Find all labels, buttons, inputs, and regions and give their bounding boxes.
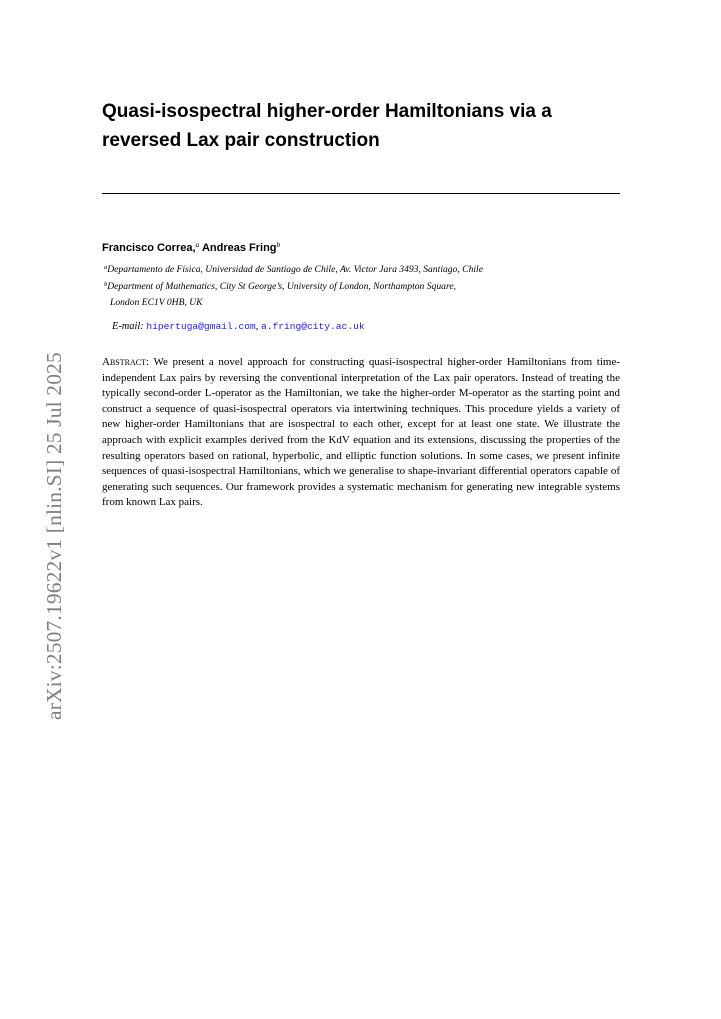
- affiliation-text: Department of Mathematics, City St George’s, University of London, Northampton Square,: [107, 281, 456, 292]
- email-label: E-mail:: [112, 321, 144, 332]
- affiliation-text: London EC1V 0HB, UK: [110, 297, 203, 308]
- abstract-label: Abstract:: [102, 356, 150, 368]
- arxiv-identifier-stamp: [20, 300, 66, 720]
- author-affiliation-mark: b: [276, 240, 281, 249]
- author-affiliation-mark: a: [195, 240, 200, 249]
- title-divider: [102, 193, 620, 194]
- email-separator: ,: [255, 321, 259, 332]
- abstract-text: We present a novel approach for constructing quasi-isospectral higher-order Hamiltonians from time-independent Lax pairs by reversing the conventional interpretation of the Lax pair operators. Instead of treating the typically second-order L-operator as the Hamiltonian, we take the higher-order M-operator as the starting point and construct a sequence of quasi-isospectral operators via intertwining techniques. This procedure yields a variety of new higher-order Hamiltonians that are isospectral to each other, except for at least one state. We illustrate the approach with explicit examples derived from the KdV equation and its extensions, discussing the properties of the resulting operators based on rational, hyperbolic, and elliptic function solutions. In some cases, we present infinite sequences of quasi-isospectral Hamiltonians, which we generalise to shape-invariant differential operators capable of generating such sequences. Our framework provides a systematic mechanism for generating new integrable systems from known Lax pairs.: [102, 356, 620, 509]
- affiliation-b: [104, 281, 456, 292]
- abstract: [102, 355, 620, 511]
- arxiv-identifier-text: arXiv:2507.19622v1 [nlin.SI] 25 Jul 2025: [42, 352, 66, 720]
- email-line: [112, 321, 365, 332]
- author-name: Andreas Fring: [201, 242, 277, 254]
- email-link-fring[interactable]: a.fring@city.ac.uk: [260, 321, 365, 332]
- affiliation-a: [104, 264, 483, 275]
- affiliation-b-continuation: [110, 297, 203, 308]
- affiliation-mark: a: [104, 264, 108, 271]
- author-name: Francisco Correa,: [102, 242, 196, 254]
- email-link-correa[interactable]: hipertuga@gmail.com: [146, 321, 256, 332]
- paper-title: Quasi-isospectral higher-order Hamiltonians via a reversed Lax pair construction: [102, 101, 552, 151]
- affiliation-text: Departamento de Física, Universidad de Santiago de Chile, Av. Victor Jara 3493, Santiago, Chile: [107, 264, 483, 275]
- author-list: [102, 240, 280, 254]
- affiliation-mark: b: [104, 281, 108, 288]
